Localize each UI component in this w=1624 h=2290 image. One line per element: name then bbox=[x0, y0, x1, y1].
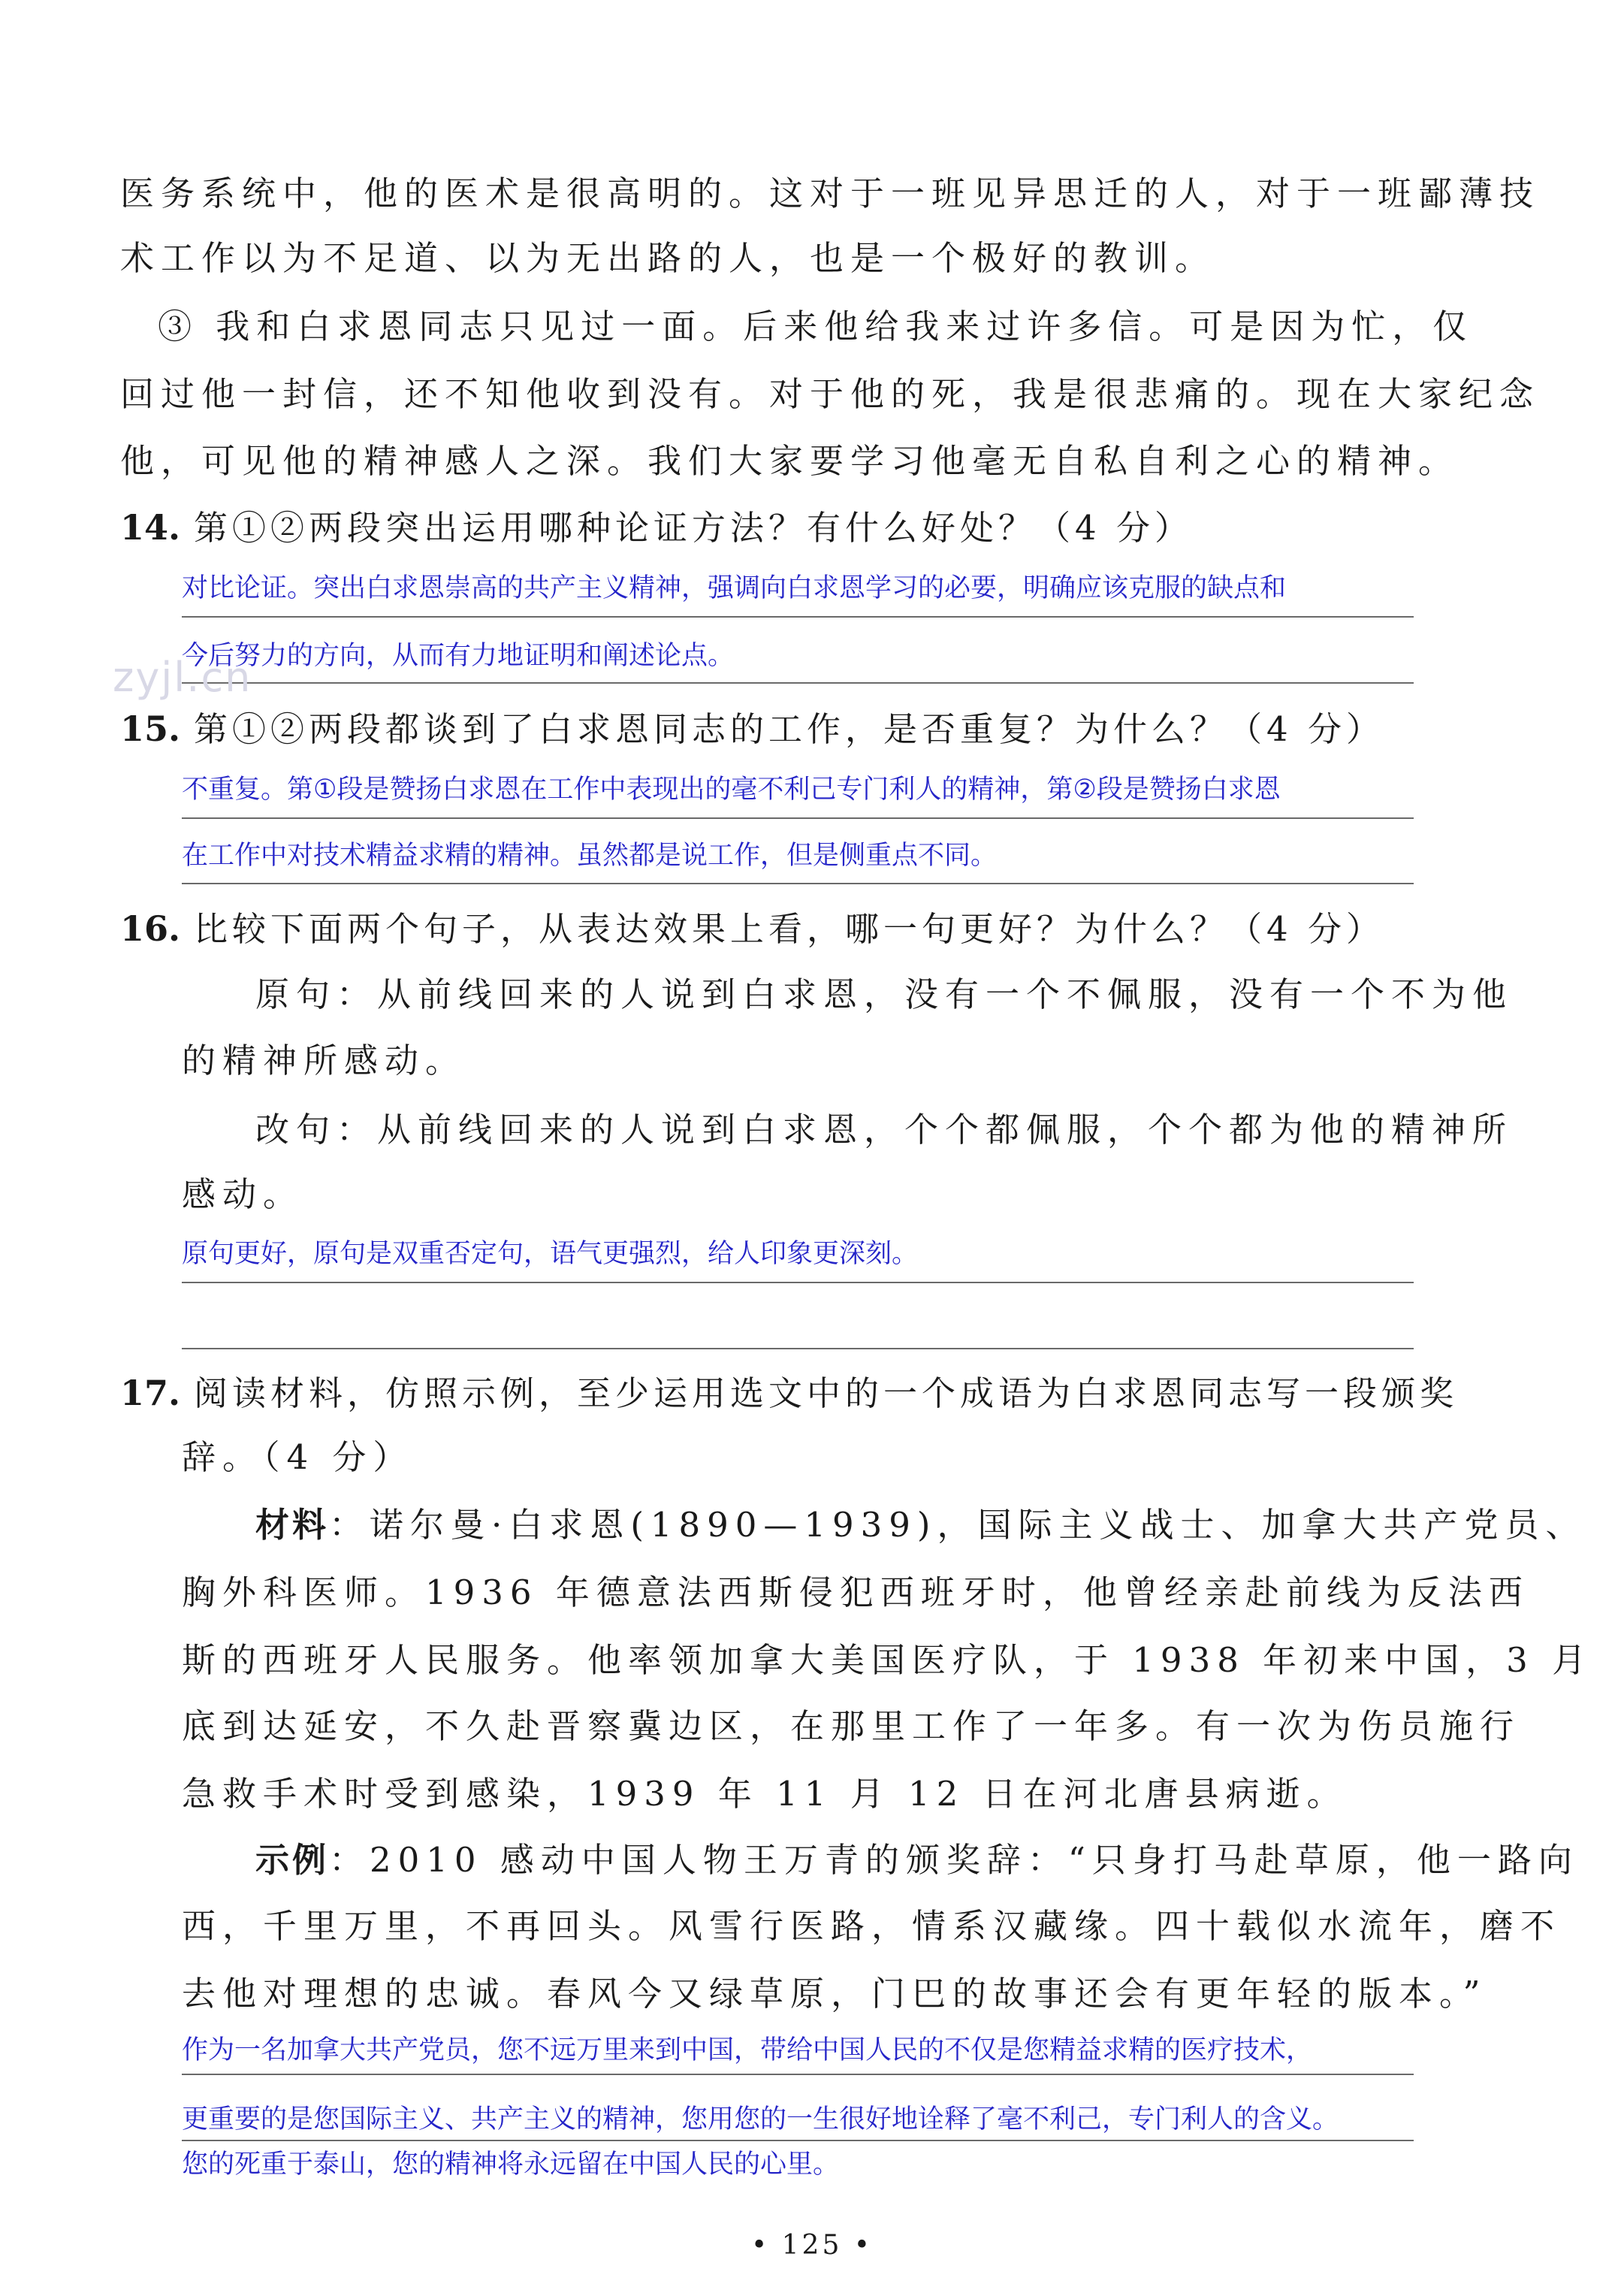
material-line: 斯的西班牙人民服务。他率领加拿大美国医疗队，于 1938 年初来中国，3 月 bbox=[182, 1640, 1593, 1680]
page-number: • 125 • bbox=[750, 2230, 874, 2261]
example-text: ：2010 感动中国人物王万青的颁奖辞：“只身打马赴草原，他一路向 bbox=[329, 1840, 1579, 1880]
answer-line: 在工作中对技术精益求精的精神。虽然都是说工作，但是侧重点不同。 bbox=[182, 841, 998, 871]
watermark: zyjl.cn bbox=[113, 654, 252, 701]
answer-rule bbox=[182, 2074, 1414, 2075]
question-15 bbox=[120, 706, 1384, 752]
question-text: 辞。（4 分） bbox=[182, 1437, 414, 1477]
material-line: 胸外科医师。1936 年德意法西斯侵犯西班牙时，他曾经亲赴前线为反法西 bbox=[182, 1572, 1529, 1612]
example-label: 示例 bbox=[255, 1840, 330, 1880]
answer-rule bbox=[182, 616, 1414, 618]
answer-rule bbox=[182, 682, 1414, 684]
question-text: 第①②两段都谈到了白求恩同志的工作，是否重复？为什么？（4 分） bbox=[194, 709, 1384, 749]
question-number: 14. bbox=[120, 507, 181, 548]
answer-line: 今后努力的方向，从而有力地证明和阐述论点。 bbox=[182, 641, 735, 671]
material-line: 底到达延安，不久赴晋察冀边区，在那里工作了一年多。有一次为伤员施行 bbox=[182, 1706, 1521, 1746]
passage-line: 他，可见他的精神感人之深。我们大家要学习他毫无自私自利之心的精神。 bbox=[120, 441, 1459, 481]
answer-line: 更重要的是您国际主义、共产主义的精神，您用您的一生很好地诠释了毫不利己，专门利人的含义。 bbox=[182, 2104, 1339, 2134]
question-17 bbox=[120, 1370, 1458, 1416]
question-text: 阅读材料，仿照示例，至少运用选文中的一个成语为白求恩同志写一段颁奖 bbox=[194, 1373, 1459, 1413]
material-line bbox=[255, 1503, 1586, 1548]
question-number: 16. bbox=[120, 908, 181, 949]
answer-rule bbox=[182, 883, 1414, 884]
material-label: 材料 bbox=[255, 1505, 330, 1545]
question-number: 17. bbox=[120, 1373, 181, 1413]
passage-line: 医务系统中，他的医术是很高明的。这对于一班见异思迁的人，对于一班鄙薄技 bbox=[120, 174, 1541, 213]
passage-line: ③ 我和白求恩同志只见过一面。后来他给我来过许多信。可是因为忙，仅 bbox=[158, 307, 1474, 346]
revised-sentence-line: 感动。 bbox=[182, 1174, 304, 1214]
question-text: 比较下面两个句子，从表达效果上看，哪一句更好？为什么？（4 分） bbox=[194, 909, 1384, 949]
answer-rule bbox=[182, 817, 1414, 819]
example-line: 去他对理想的忠诚。春风今又绿草原，门巴的故事还会有更年轻的版本。” bbox=[182, 1974, 1487, 2014]
answer-line: 原句更好，原句是双重否定句，语气更强烈，给人印象更深刻。 bbox=[182, 1239, 919, 1269]
question-16 bbox=[120, 906, 1384, 952]
answer-line: 不重复。第①段是赞扬白求恩在工作中表现出的毫不利己专门利人的精神，第②段是赞扬白求恩 bbox=[182, 775, 1281, 805]
example-line bbox=[255, 1838, 1579, 1883]
answer-rule bbox=[182, 1282, 1414, 1283]
answer-rule bbox=[182, 1348, 1414, 1349]
question-text: 第①②两段突出运用哪种论证方法？有什么好处？（4 分） bbox=[194, 508, 1193, 548]
material-line: 急救手术时受到感染，1939 年 11 月 12 日在河北唐县病逝。 bbox=[182, 1774, 1348, 1814]
original-sentence-line: 原句：从前线回来的人说到白求恩，没有一个不佩服，没有一个不为他 bbox=[255, 974, 1514, 1014]
answer-rule bbox=[182, 2140, 1414, 2141]
question-number: 15. bbox=[120, 708, 181, 749]
passage-line: 术工作以为不足道、以为无出路的人，也是一个极好的教训。 bbox=[120, 238, 1216, 278]
answer-line: 您的死重于泰山，您的精神将永远留在中国人民的心里。 bbox=[182, 2150, 840, 2180]
revised-sentence-line: 改句：从前线回来的人说到白求恩，个个都佩服，个个都为他的精神所 bbox=[255, 1110, 1514, 1150]
example-line: 西，千里万里，不再回头。风雪行医路，情系汉藏缘。四十载似水流年，磨不 bbox=[182, 1906, 1562, 1946]
original-sentence-line: 的精神所感动。 bbox=[182, 1041, 466, 1080]
answer-line: 作为一名加拿大共产党员，您不远万里来到中国，带给中国人民的不仅是您精益求精的医疗技术， bbox=[182, 2035, 1313, 2065]
passage-line: 回过他一封信，还不知他收到没有。对于他的死，我是很悲痛的。现在大家纪念 bbox=[120, 374, 1541, 414]
answer-line: 对比论证。突出白求恩崇高的共产主义精神，强调向白求恩学习的必要，明确应该克服的缺点和 bbox=[182, 573, 1287, 603]
question-14 bbox=[120, 505, 1193, 551]
material-text: ：诺尔曼·白求恩(1890—1939)，国际主义战士、加拿大共产党员、 bbox=[329, 1505, 1586, 1545]
